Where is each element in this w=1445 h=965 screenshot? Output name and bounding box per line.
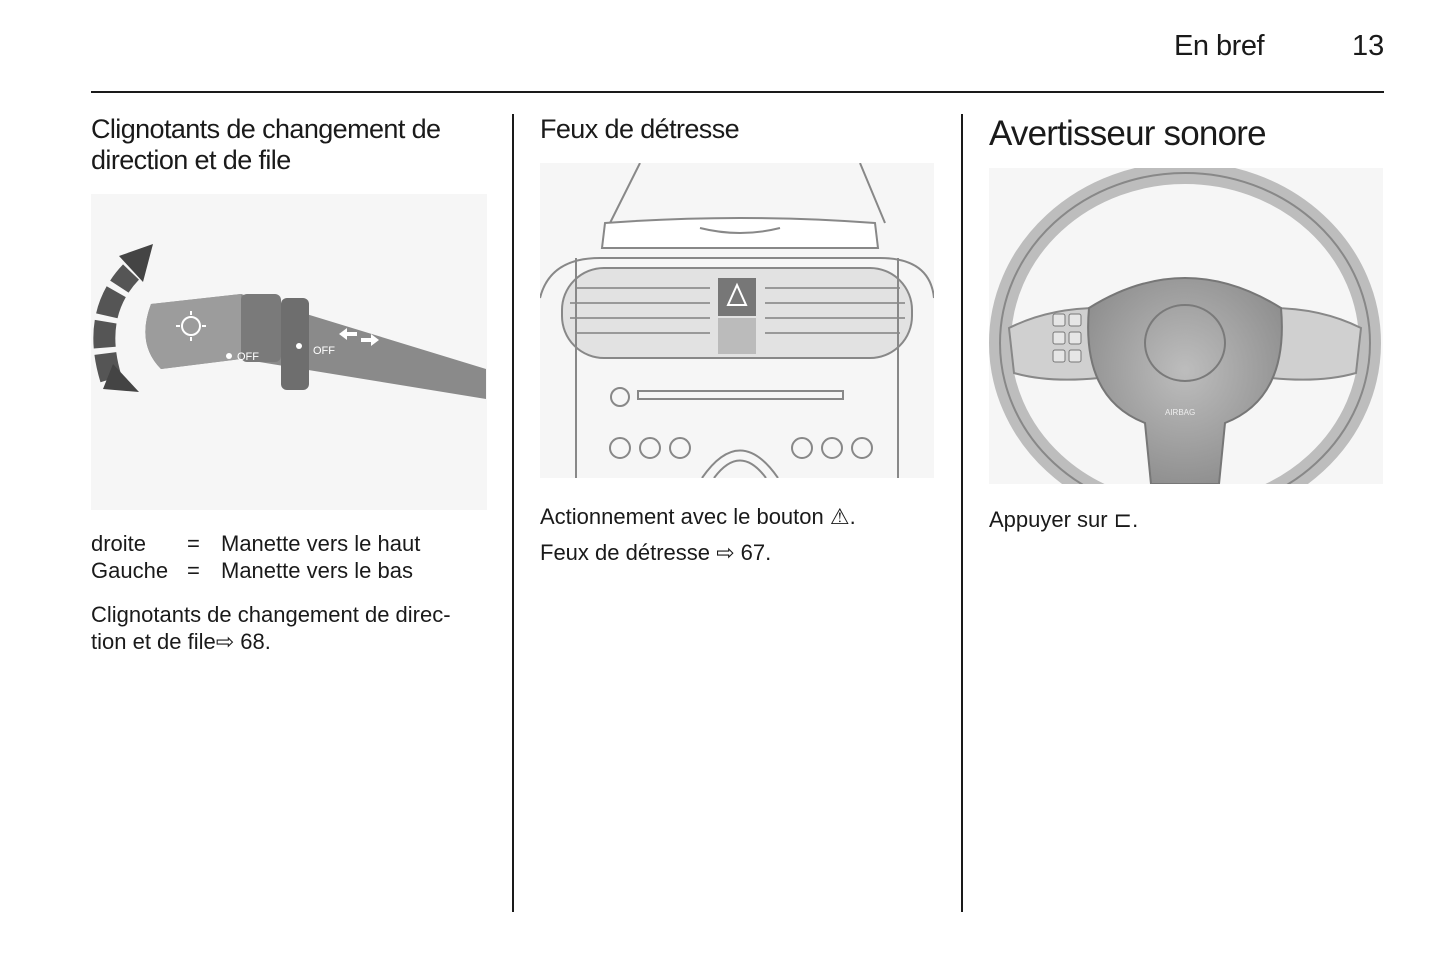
airbag-label: AIRBAG (1165, 408, 1196, 417)
hazard-line-1-end: . (849, 504, 856, 529)
header-rule (91, 91, 1384, 93)
page-reference[interactable]: 67. (734, 540, 772, 565)
paragraph-horn (989, 506, 1389, 534)
section-title-turn-signals (91, 114, 491, 176)
definition-term: Gauche (91, 558, 169, 583)
definition-desc: Manette vers le bas (221, 558, 413, 583)
column-divider-1 (512, 114, 514, 912)
section-title-horn: Avertisseur sonore (989, 114, 1266, 153)
title-line-2: direction et de file (91, 145, 291, 175)
steering-wheel-illustration (989, 168, 1383, 484)
column-hazard-lights (540, 114, 940, 145)
arrow-reference-icon: ⇨ (716, 541, 735, 566)
column-horn (989, 114, 1389, 154)
horn-line-1-end: . (1132, 507, 1139, 532)
hazard-line-2: Feux de détresse (540, 540, 717, 565)
definition-desc: Manette vers le haut (221, 531, 421, 556)
page-reference[interactable]: 68. (234, 629, 271, 654)
off-label-1: OFF (237, 351, 259, 363)
off-label-2: OFF (313, 345, 335, 357)
turn-signal-stalk-illustration (91, 194, 487, 510)
section-title-hazard: Feux de détresse (540, 114, 740, 144)
running-header-section: En bref (1174, 30, 1264, 62)
title-line-1: Clignotants de changement de (91, 114, 441, 144)
definition-list (91, 530, 491, 584)
column-divider-2 (961, 114, 963, 912)
horn-icon: ⊏ (1113, 508, 1133, 533)
hazard-button-illustration (540, 163, 934, 478)
hazard-triangle-icon: ⚠ (829, 505, 850, 530)
hazard-line-1: Actionnement avec le bouton (540, 504, 830, 529)
paragraph-line-2: tion et de file (91, 629, 216, 654)
page-number: 13 (1352, 30, 1385, 62)
arrow-reference-icon: ⇨ (215, 630, 235, 655)
column-turn-signals (91, 114, 491, 176)
paragraph-line-1: Clignotants de changement de direc- (91, 602, 451, 627)
paragraph-hazard (540, 499, 940, 571)
paragraph-turn-signals (91, 601, 491, 656)
definition-term: droite (91, 531, 147, 556)
definition-equals: = (187, 558, 200, 583)
definition-row (91, 530, 491, 557)
horn-line-1: Appuyer sur (989, 507, 1114, 532)
definition-equals: = (187, 531, 200, 556)
definition-row (91, 557, 491, 584)
